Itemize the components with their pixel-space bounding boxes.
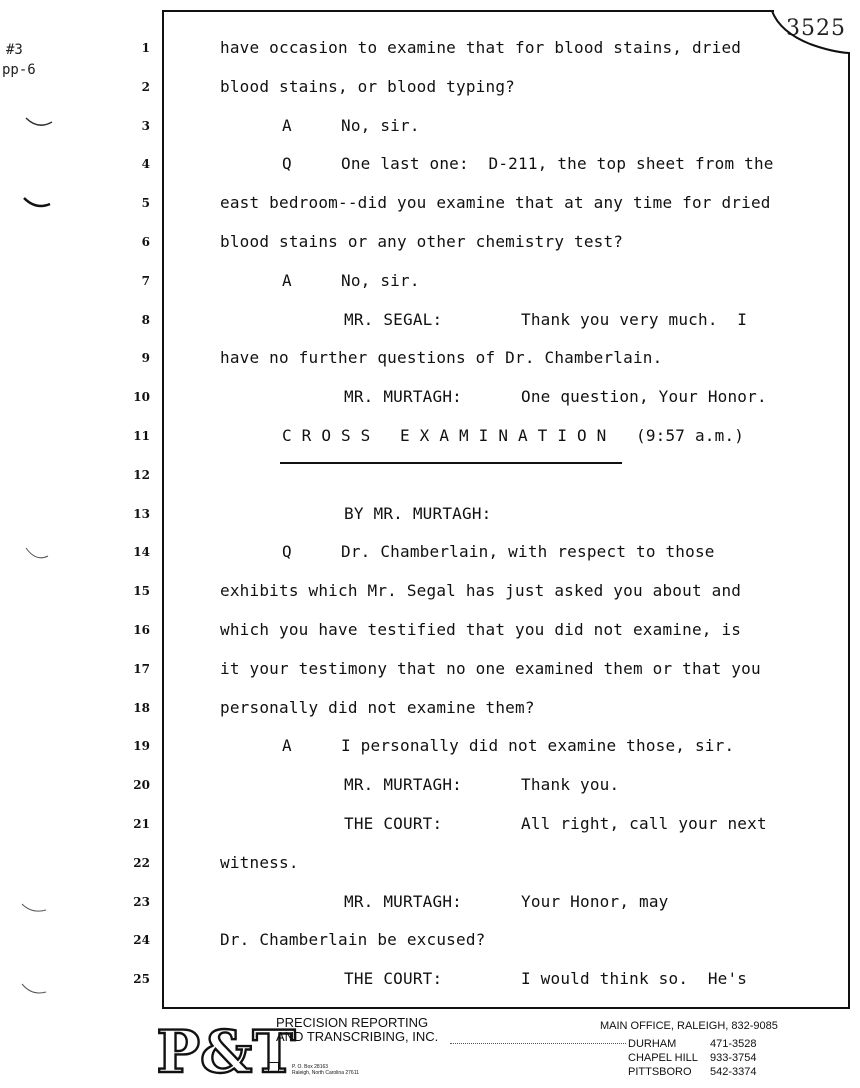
line-number: 17 bbox=[133, 661, 150, 676]
office-city: CHAPEL HILL bbox=[628, 1052, 698, 1064]
line-number: 16 bbox=[133, 623, 150, 637]
transcript-line: A I personally did not examine those, sir. bbox=[282, 736, 735, 756]
section-heading-underline bbox=[280, 462, 622, 464]
line-number: 1 bbox=[141, 41, 150, 55]
transcript-line: MR. MURTAGH: Your Honor, may bbox=[344, 891, 669, 911]
transcript-line: which you have testified that you did not examine, is bbox=[220, 620, 742, 639]
line-number: 18 bbox=[133, 700, 150, 715]
company-logo-icon bbox=[156, 1016, 296, 1086]
transcript-line: BY MR. MURTAGH: bbox=[344, 503, 492, 523]
transcript-line: MR. SEGAL: Thank you very much. I bbox=[344, 309, 748, 329]
svg-text:P&T: P&T bbox=[156, 1018, 296, 1086]
transcript-line: THE COURT: All right, call your next bbox=[344, 814, 767, 833]
office-phone: 933-3754 bbox=[710, 1052, 757, 1064]
line-number: 15 bbox=[133, 584, 150, 599]
frame-top-border bbox=[162, 10, 774, 12]
margin-note-pages: pp-6 bbox=[2, 62, 36, 78]
footer-dotted-rule bbox=[450, 1043, 626, 1044]
transcript-line: it your testimony that no one examined them or that you bbox=[220, 658, 761, 678]
transcript-line: MR. MURTAGH: Thank you. bbox=[344, 775, 620, 795]
line-number: 11 bbox=[133, 429, 150, 443]
transcript-line: have occasion to examine that for blood stains, dried bbox=[220, 38, 742, 57]
line-number: 12 bbox=[133, 467, 150, 482]
line-number: 6 bbox=[141, 235, 150, 249]
transcript-line: personally did not examine them? bbox=[220, 697, 535, 717]
office-city: PITTSBORO bbox=[628, 1066, 692, 1078]
line-number: 7 bbox=[141, 273, 150, 288]
transcript-line: Q One last one: D-211, the top sheet from the bbox=[282, 154, 774, 174]
punch-hole-marks bbox=[0, 0, 80, 1088]
frame-bottom-border bbox=[162, 1007, 850, 1009]
transcript-line: witness. bbox=[220, 852, 299, 872]
company-address: Raleigh, North Carolina 27611 bbox=[292, 1070, 359, 1076]
line-number: 23 bbox=[133, 894, 150, 909]
transcript-line: A No, sir. bbox=[282, 270, 420, 290]
line-number: 2 bbox=[141, 79, 150, 94]
transcript-line: Q Dr. Chamberlain, with respect to those bbox=[282, 542, 715, 562]
line-number: 22 bbox=[133, 855, 150, 870]
line-number: 13 bbox=[133, 506, 150, 521]
line-number: 8 bbox=[141, 312, 150, 327]
line-number: 4 bbox=[141, 157, 150, 172]
company-name-line1: PRECISION REPORTING bbox=[276, 1015, 429, 1030]
transcript-line: blood stains, or blood typing? bbox=[220, 76, 515, 96]
transcript-line: THE COURT: I would think so. He's bbox=[344, 969, 748, 989]
transcript-line: C R O S S E X A M I N A T I O N (9:57 a.m.) bbox=[282, 426, 745, 445]
company-name-line2: AND TRANSCRIBING, INC. bbox=[276, 1029, 439, 1044]
frame-corner-cut bbox=[770, 10, 852, 56]
transcript-line: Dr. Chamberlain be excused? bbox=[220, 930, 486, 950]
line-number: 14 bbox=[133, 545, 150, 560]
frame-right-border bbox=[848, 52, 850, 1008]
office-phone: 471-3528 bbox=[710, 1038, 757, 1050]
line-number: 9 bbox=[141, 351, 150, 366]
line-number: 20 bbox=[133, 778, 150, 793]
office-city: DURHAM bbox=[628, 1038, 677, 1050]
footer-box-icon bbox=[268, 1062, 279, 1073]
line-number: 21 bbox=[133, 817, 150, 831]
transcript-line: A No, sir. bbox=[282, 115, 420, 135]
line-number: 5 bbox=[141, 196, 150, 211]
line-number: 24 bbox=[133, 933, 150, 948]
frame-left-border bbox=[162, 10, 164, 1008]
transcript-line: MR. MURTAGH: One question, Your Honor. bbox=[344, 387, 767, 407]
transcript-line: have no further questions of Dr. Chamberlain. bbox=[220, 348, 663, 368]
line-number: 10 bbox=[133, 390, 150, 405]
transcript-line: east bedroom--did you examine that at any time for dried bbox=[220, 193, 771, 213]
office-phone: 542-3374 bbox=[710, 1066, 757, 1078]
line-number: 25 bbox=[133, 972, 150, 987]
transcript-line: blood stains or any other chemistry test? bbox=[220, 232, 624, 251]
line-number: 3 bbox=[141, 118, 150, 133]
line-number: 19 bbox=[133, 739, 150, 754]
main-office: MAIN OFFICE, RALEIGH, 832-9085 bbox=[600, 1020, 778, 1032]
company-po-box: P. O. Box 28163 bbox=[292, 1064, 329, 1070]
margin-note-exhibit: #3 bbox=[6, 42, 23, 58]
page-number: 3525 bbox=[786, 16, 846, 41]
transcript-line: exhibits which Mr. Segal has just asked you about and bbox=[220, 581, 742, 601]
